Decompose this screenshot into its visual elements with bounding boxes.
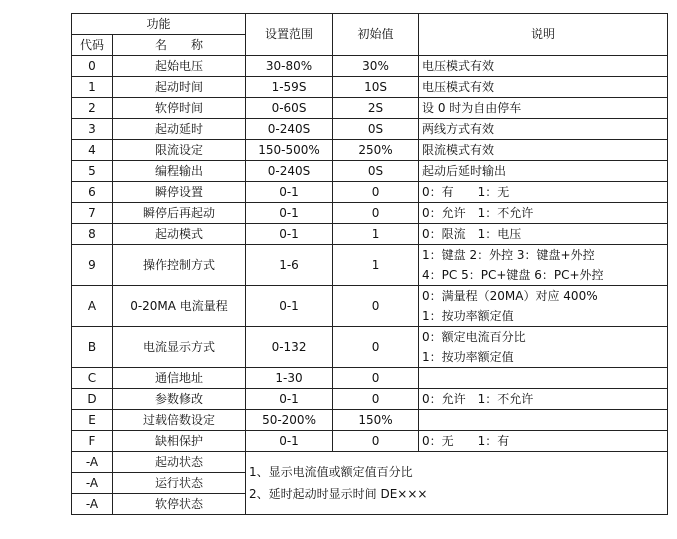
param-code: 7 [72,203,113,224]
description-line: 0：允许 1：不允许 [422,206,534,220]
param-range: 150-500% [246,140,333,161]
status-code: -A [72,494,113,515]
param-description [419,368,668,389]
description-line: 电压模式有效 [422,59,495,73]
table-row [72,389,668,410]
param-range: 0-1 [246,389,333,410]
param-code: 5 [72,161,113,182]
description-line: 0：有 1：无 [422,185,510,199]
param-initial: 0 [333,203,419,224]
param-initial: 0 [333,327,419,368]
note-line: 1、显示电流值或额定值百分比 [249,465,413,479]
param-code: 6 [72,182,113,203]
description-line: 0：限流 1：电压 [422,227,522,241]
table-row [72,56,668,77]
param-description [419,140,668,161]
table-row [72,203,668,224]
description-line: 电压模式有效 [422,80,495,94]
table-row [72,327,668,368]
param-name: 过载倍数设定 [113,410,246,431]
note-line: 2、延时起动时显示时间 DE××× [249,487,428,501]
table-row [72,431,668,452]
param-range: 0-240S [246,161,333,182]
param-initial: 1 [333,224,419,245]
param-code: 9 [72,245,113,286]
param-initial: 10S [333,77,419,98]
table-row [72,245,668,286]
status-name: 起动状态 [113,452,246,473]
param-description [419,182,668,203]
param-name: 起动时间 [113,77,246,98]
param-range: 0-60S [246,98,333,119]
param-initial: 0S [333,119,419,140]
param-name: 软停时间 [113,98,246,119]
table-row [72,119,668,140]
param-name: 起始电压 [113,56,246,77]
param-name: 电流显示方式 [113,327,246,368]
param-name: 起动模式 [113,224,246,245]
param-initial: 30% [333,56,419,77]
description-line: 0：无 1：有 [422,434,510,448]
description-line: 0：满量程（20MA）对应 400% [422,289,598,303]
param-name: 0-20MA 电流量程 [113,286,246,327]
header-name: 名 称 [113,35,246,56]
param-code: 3 [72,119,113,140]
param-description [419,119,668,140]
table-row [72,140,668,161]
param-range: 1-59S [246,77,333,98]
param-description [419,431,668,452]
param-initial: 0 [333,431,419,452]
param-description [419,56,668,77]
table-row [72,77,668,98]
description-line: 两线方式有效 [422,122,495,136]
param-name: 缺相保护 [113,431,246,452]
param-initial: 0 [333,368,419,389]
status-name: 软停状态 [113,494,246,515]
param-initial: 1 [333,245,419,286]
table-row [72,224,668,245]
status-code: -A [72,452,113,473]
param-initial: 150% [333,410,419,431]
param-code: 2 [72,98,113,119]
status-name: 运行状态 [113,473,246,494]
param-initial: 250% [333,140,419,161]
param-description [419,389,668,410]
description-line: 设 0 时为自由停车 [422,101,522,115]
table-row [72,98,668,119]
param-range: 0-1 [246,431,333,452]
param-description [419,98,668,119]
param-description [419,286,668,327]
header-initial: 初始值 [333,14,419,56]
param-range: 0-1 [246,182,333,203]
param-name: 瞬停后再起动 [113,203,246,224]
param-description [419,410,668,431]
param-description [419,161,668,182]
description-line: 0：允许 1：不允许 [422,392,534,406]
param-range: 1-6 [246,245,333,286]
status-code: -A [72,473,113,494]
header-code: 代码 [72,35,113,56]
param-initial: 0 [333,389,419,410]
param-initial: 0 [333,286,419,327]
param-name: 起动延时 [113,119,246,140]
param-code: 8 [72,224,113,245]
param-range: 0-132 [246,327,333,368]
param-range: 0-1 [246,286,333,327]
param-name: 瞬停设置 [113,182,246,203]
param-initial: 2S [333,98,419,119]
param-description [419,245,668,286]
header-row-1 [72,14,668,35]
param-description [419,224,668,245]
param-code: 1 [72,77,113,98]
param-range: 0-1 [246,203,333,224]
status-row [72,452,668,473]
param-range: 1-30 [246,368,333,389]
param-range: 0-240S [246,119,333,140]
table-row [72,368,668,389]
status-notes [246,452,668,515]
param-range: 0-1 [246,224,333,245]
table-row [72,161,668,182]
param-code: E [72,410,113,431]
description-line: 限流模式有效 [422,143,495,157]
param-description [419,327,668,368]
description-line: 1：按功率额定值 [422,350,514,364]
param-description [419,203,668,224]
param-code: C [72,368,113,389]
param-range: 50-200% [246,410,333,431]
param-name: 通信地址 [113,368,246,389]
table-row [72,410,668,431]
description-line: 1：按功率额定值 [422,309,514,323]
param-name: 编程输出 [113,161,246,182]
description-line: 4：PC 5：PC+键盘 6：PC+外控 [422,268,604,282]
param-code: 0 [72,56,113,77]
param-name: 限流设定 [113,140,246,161]
table-row [72,182,668,203]
header-description: 说明 [419,14,668,56]
param-initial: 0S [333,161,419,182]
param-name: 参数修改 [113,389,246,410]
param-initial: 0 [333,182,419,203]
description-line: 1：键盘 2：外控 3：键盘+外控 [422,248,595,262]
param-code: A [72,286,113,327]
param-description [419,77,668,98]
parameter-table [71,13,668,515]
description-line: 0：额定电流百分比 [422,330,526,344]
param-code: D [72,389,113,410]
param-code: 4 [72,140,113,161]
header-function: 功能 [72,14,246,35]
description-line: 起动后延时输出 [422,164,507,178]
param-name: 操作控制方式 [113,245,246,286]
param-range: 30-80% [246,56,333,77]
param-code: F [72,431,113,452]
header-range: 设置范围 [246,14,333,56]
param-code: B [72,327,113,368]
table-row [72,286,668,327]
